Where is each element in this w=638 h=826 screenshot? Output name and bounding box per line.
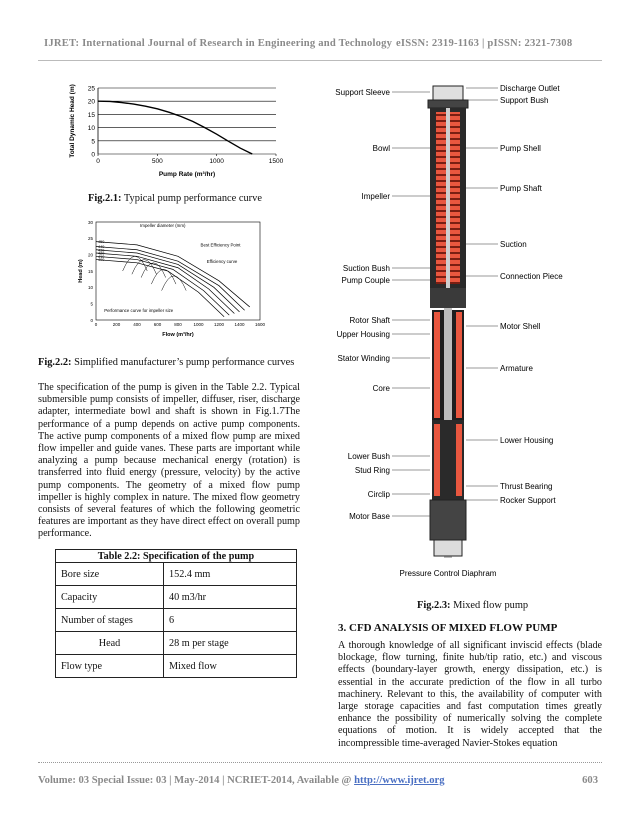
series-line (96, 256, 229, 315)
series-label: 450 (98, 240, 105, 245)
table-row (56, 563, 297, 586)
x-tick-label: 1600 (254, 322, 266, 327)
series-label: 440 (98, 245, 105, 249)
pump-label-left: Pump Couple (341, 276, 390, 285)
section-paragraph: A thorough knowledge of all significant inviscid effects (blade blockage, flow turning, finite hub/tip ratio, etc.) and viscous effects (boundary-layer growth, energy dissipation, etc.) is essential in the accurate prediction of the flow in all turbo machinery. Relevant to this, the availability of computer with large storage capacities and fast computation times greatly enhance the possibility of numerically solving the complete equations of motion. It is widely accepted that the incompressible time-averaged Navier-Stokes equation (338, 640, 602, 749)
annotation-efficiency: Efficiency curve (206, 258, 238, 264)
x-tick-label: 800 (174, 322, 182, 327)
x-tick-label: 200 (112, 322, 121, 327)
y-tick-label: 25 (87, 85, 95, 93)
x-tick-label: 600 (153, 322, 162, 327)
x-tick-label: 0 (94, 322, 98, 327)
table-row (56, 609, 297, 632)
table-row (56, 586, 297, 609)
y-tick-label: 5 (90, 301, 93, 307)
x-tick-label: 0 (96, 158, 100, 165)
pump-label-left: Support Sleeve (335, 88, 390, 97)
table-cell-label: Capacity (56, 586, 164, 609)
footer-rule (38, 762, 602, 763)
pump-label-right: Suction (500, 240, 527, 249)
fig2-caption-text: Simplified manufacturer’s pump performance curves (71, 357, 295, 368)
pump-label-left: Rotor Shaft (349, 316, 390, 325)
header-rule (38, 60, 602, 61)
table-row (56, 655, 297, 678)
pump-label-left: Upper Housing (336, 330, 390, 339)
series-label: 400 (98, 258, 105, 263)
x-tick-label: 1500 (268, 158, 284, 165)
fig1-caption (88, 193, 262, 204)
x-tick-label: 1400 (234, 322, 245, 327)
pump-label-left: Stud Ring (354, 466, 390, 475)
pump-label-right: Lower Housing (500, 436, 554, 445)
journal-link[interactable]: http://www.ijret.org (354, 775, 445, 786)
x-tick-label: 1000 (193, 322, 204, 327)
manufacturer-curves-chart (74, 214, 274, 346)
pump-body (428, 86, 468, 558)
y-tick-label: 5 (91, 138, 95, 146)
y-tick-label: 20 (87, 98, 95, 106)
annotation-impeller: Impeller diameter (mm) (140, 222, 186, 228)
y-tick-label: 20 (87, 252, 93, 258)
pump-label-left: Impeller (361, 192, 390, 201)
body-paragraph: The specification of the pump is given in the Table 2.2. Typical submersible pump consists of impeller, diffuser, riser, discharge adapter, intermediate bowl and shaft is shown in Fig.1.7The performance of a pump depends on active pump components. The active pump components of a mixed flow pump are mixed flow impeller and guide vanes. These parts are important while analyzing a pump because mechanical energy (rotation) is transferred into fluid energy (pressure, velocity) by the active pump components. The geometry of a mixed flow pump impeller is highly complex in nature. The mixed flow geometry consists of several features of which the following geometric features are important as they have direct effect on overall pump performance. (38, 382, 300, 540)
pump-label-left: Motor Base (349, 512, 390, 521)
x-axis-label: Pump Rate (m³/hr) (158, 171, 216, 178)
pump-label-right: Thrust Bearing (500, 482, 553, 491)
table-cell-label: Number of stages (56, 609, 164, 632)
table-cell-value: 6 (164, 609, 297, 632)
section-title: 3. CFD ANALYSIS OF MIXED FLOW PUMP (338, 622, 558, 634)
pump-label-right: Motor Shell (500, 322, 541, 331)
y-tick-label: 25 (87, 236, 93, 242)
efficiency-curve (162, 276, 187, 291)
y-tick-label: 0 (90, 317, 93, 323)
series-line (96, 247, 245, 311)
journal-title: IJRET: International Journal of Research in Engineering and Technology (44, 38, 393, 49)
pump-label-right: Support Bush (500, 96, 549, 105)
table-cell-value: Mixed flow (164, 655, 297, 678)
table-cell-value: 28 m per stage (164, 632, 297, 655)
table-cell-value: 152.4 mm (164, 563, 297, 586)
pump-label-left: Suction Bush (342, 264, 390, 273)
table-cell-value: 40 m3/hr (164, 586, 297, 609)
pump-label-right: Armature (500, 364, 533, 373)
mixed-flow-pump-diagram (330, 68, 602, 588)
y-tick-label: 15 (87, 111, 95, 119)
table-cell-label: Bore size (56, 563, 164, 586)
x-tick-label: 400 (133, 322, 141, 327)
fig2-caption-label: Fig.2.2: (38, 357, 72, 368)
fig2-caption (38, 357, 294, 368)
pump-label-left: Stator Winding (337, 354, 390, 363)
pump-label-left: Bowl (372, 144, 390, 153)
issn: eISSN: 2319-1163 | pISSN: 2321-7308 (396, 38, 573, 49)
y-tick-label: 0 (91, 151, 95, 159)
annotation-bep: Best Efficiency Point (200, 242, 241, 248)
x-tick-label: 1000 (209, 158, 224, 165)
pump-label-right: Discharge Outlet (500, 84, 560, 93)
pump-performance-chart (64, 84, 286, 180)
footer-text: Volume: 03 Special Issue: 03 | May-2014 | NCRIET-2014, Available @ (38, 775, 355, 786)
fig3-caption-label: Fig.2.3: (417, 600, 451, 611)
table-caption: Table 2.2: Specification of the pump (56, 550, 297, 563)
spec-table (55, 549, 297, 678)
fig3-caption (417, 600, 528, 611)
series-label: 430 (98, 248, 105, 253)
pump-label-right: Pump Shell (500, 144, 541, 153)
pump-label-right: Connection Piece (500, 272, 563, 281)
page-number: 603 (582, 775, 598, 786)
pump-label-left: Circlip (367, 490, 390, 499)
pump-label-right: Rocker Support (500, 496, 556, 505)
plot-frame (96, 222, 260, 320)
fig1-caption-text: Typical pump performance curve (121, 193, 262, 204)
fig1-caption-label: Fig.2.1: (88, 193, 122, 204)
fig3-caption-text: Mixed flow pump (450, 600, 529, 611)
y-axis-label: Total Dynamic Head (m) (69, 84, 76, 158)
x-tick-label: 500 (151, 158, 163, 165)
pump-label-bottom: Pressure Control Diaphram (399, 569, 497, 578)
y-tick-label: 10 (87, 285, 93, 291)
y-axis-label: Head (m) (78, 259, 84, 283)
pump-label-left: Lower Bush (347, 452, 390, 461)
table-cell-label: Flow type (56, 655, 164, 678)
y-tick-label: 30 (87, 219, 93, 225)
x-axis-label: Flow (m³/hr) (162, 332, 194, 338)
pump-label-left: Core (372, 384, 390, 393)
x-tick-label: 1200 (213, 322, 225, 327)
table-row (56, 632, 297, 655)
series-label: 420 (98, 251, 105, 256)
y-tick-label: 15 (87, 268, 93, 274)
series-label: 410 (98, 254, 105, 259)
table-cell-label: Head (56, 632, 164, 655)
y-tick-label: 10 (87, 125, 95, 133)
pump-label-right: Pump Shaft (500, 184, 542, 193)
page-header (44, 38, 604, 49)
annotation-performance: Performance curve for impeller size (104, 307, 174, 313)
page-footer (38, 775, 602, 786)
